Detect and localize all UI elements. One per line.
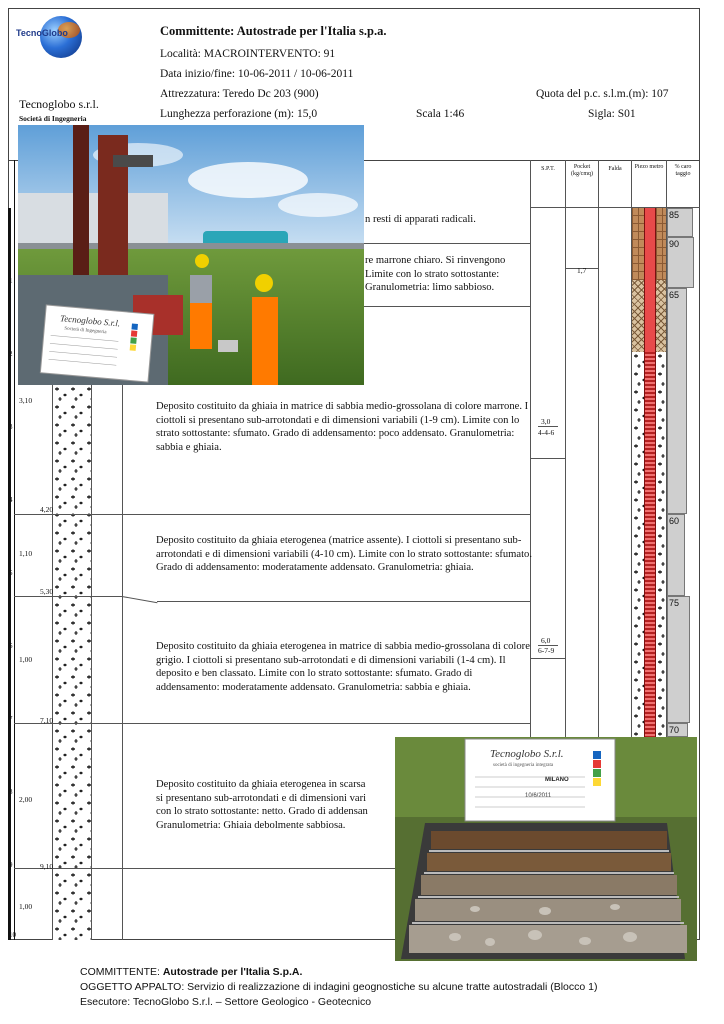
piezo-backfill-top-left xyxy=(632,208,644,280)
piezo-filter-left xyxy=(632,352,644,738)
thickness-label: 1,10 xyxy=(19,549,33,558)
piezo-blind-pipe xyxy=(644,208,656,352)
piezo-filter-right xyxy=(656,352,666,738)
carotaggio-value: 70 xyxy=(669,725,680,735)
stratum-description: Deposito costituito da ghiaia in matrice di sabbia medio-grossolana di colore marrone. I ciottoli si presentano sub-arrotondati e di dimensioni variabili (1-9 cm). Limite con lo strato sottostante: sfumato. Grado di addensamento: poco addensato. Granulometria: sabbia e ghiaia. xyxy=(156,401,529,453)
spt-blows: 6-7-9 xyxy=(538,646,555,655)
thickness-label: 1,00 xyxy=(19,902,33,911)
photo1-sign-title: Tecnoglobo S.r.l. xyxy=(59,313,121,329)
company-subtitle: Società di Ingegneria xyxy=(19,114,87,123)
spt-separator xyxy=(530,658,565,659)
ruler-label: 4 xyxy=(9,496,13,504)
depth-label: 7,10 xyxy=(40,716,54,725)
logo-text: TecnoGlobo xyxy=(16,28,68,38)
depth-label: 9,10 xyxy=(40,862,54,871)
footer-committente xyxy=(80,965,302,980)
footer-committente-value: Autostrade per l'Italia S.p.A. xyxy=(162,966,303,978)
photo2-sign-title: Tecnoglobo S.r.l. xyxy=(490,748,564,760)
photo1-sign-sub: Società di Ingegneria xyxy=(64,326,107,336)
photo2-sign-date: 10/6/2011 xyxy=(525,793,552,799)
ruler-label: 5 xyxy=(9,569,13,577)
scala: Scala 1:46 xyxy=(416,108,465,120)
stratum-description: n resti di apparati radicali. xyxy=(365,214,476,225)
stratigraphic-column-gravel xyxy=(53,385,91,940)
photo-drilling-site-image xyxy=(18,125,364,385)
thickness-label: 2,00 xyxy=(19,795,33,804)
footer-committente-label: COMMITTENTE: xyxy=(80,966,163,978)
photo2-sign-sub: società di ingegneria integrata xyxy=(493,763,554,768)
colhead-spt: S.P.T. xyxy=(541,166,555,172)
depth-ruler-line xyxy=(14,160,15,940)
colhead-piezo: Piezo metro xyxy=(634,164,664,170)
strata-separator xyxy=(14,723,530,724)
footer-esecutore: Esecutore: TecnoGlobo S.r.l. – Settore Geologico - Geotecnico xyxy=(80,996,372,1008)
lunghezza-perforazione: Lunghezza perforazione (m): 15,0 xyxy=(160,108,318,120)
committente-title: Committente: Autostrade per l'Italia s.p.a. xyxy=(160,24,387,38)
depth-label: 5,30 xyxy=(40,587,54,596)
photo-core-box-image xyxy=(395,737,697,961)
strata-separator xyxy=(364,306,530,307)
ruler-label: 6 xyxy=(9,642,13,650)
ruler-label: 9 xyxy=(9,861,13,869)
pocket-value: 1,7 xyxy=(577,266,587,275)
carotaggio-bar xyxy=(667,596,690,723)
spt-blows: 4-4-6 xyxy=(538,428,555,437)
stratum-description: Deposito costituito da ghiaia eterogenea in matrice di sabbia medio-grossolana di colore grigio. I ciottoli si presentano sub-arrotondati e di dimensioni variabili (1-4 cm). Il deposito e ben classato. Limite con lo strato sottostante: sfumato. Grado di addensamento: moderatamente addensato. Granulometria: sabbia e ghiaia. xyxy=(156,641,530,693)
ruler-label: 3 xyxy=(9,423,13,431)
attrezzatura: Attrezzatura: Teredo Dc 203 (900) xyxy=(160,88,319,100)
photo2-sign-loc: MILANO xyxy=(545,777,569,783)
stratum-description: re marrone chiaro. Si rinvengono Limite con lo strato sottostante: Granulometria: limo sabbioso. xyxy=(365,255,506,294)
strata-separator xyxy=(157,601,530,602)
colhead-pocket: Pocket (kg/cmq) xyxy=(571,164,593,177)
strata-separator xyxy=(14,596,122,597)
piezo-slotted-pipe xyxy=(644,352,656,738)
carotaggio-bar xyxy=(667,514,685,596)
photo-core-box xyxy=(395,737,697,961)
ruler-label: 2 xyxy=(9,350,13,358)
carotaggio-value: 85 xyxy=(669,210,680,220)
colhead-carotaggio: % caro taggio xyxy=(674,164,692,177)
spt-underline xyxy=(538,426,558,427)
piezo-backfill-top-right xyxy=(656,208,666,280)
data-inizio-fine: Data inizio/fine: 10-06-2011 / 10-06-2011 xyxy=(160,68,354,80)
carotaggio-value: 60 xyxy=(669,516,680,526)
ruler-label: 10 xyxy=(9,931,16,939)
strata-separator xyxy=(364,243,530,244)
ruler-label: 7 xyxy=(9,715,13,723)
footer-oggetto: OGGETTO APPALTO: Servizio di realizzazione di indagini geognostiche su alcune tratte autostradali (Blocco 1) xyxy=(80,981,598,993)
piezo-bentonite-left xyxy=(632,280,644,352)
stratum-description: Deposito costituito da ghiaia eterogenea in scarsa si presentano sub-arrotondati e di dimensioni vari con lo strato sottostante: netto. Grado di addensan Granulometria: Ghiaia debolmente sabbiosa. xyxy=(156,779,368,831)
strata-separator xyxy=(14,868,395,869)
colhead-falda: Falda xyxy=(608,166,622,172)
spt-value: 6,0 xyxy=(541,636,551,645)
carotaggio-value: 90 xyxy=(669,239,680,249)
column-right-line xyxy=(91,385,92,940)
carotaggio-bar xyxy=(667,288,687,514)
column-left-line xyxy=(52,385,53,940)
ruler-label: 1 xyxy=(9,277,13,285)
photo-drilling-site xyxy=(18,125,364,385)
desc-left-line xyxy=(122,385,123,940)
carotaggio-value: 75 xyxy=(669,598,680,608)
piezo-bentonite-right xyxy=(656,280,666,352)
spt-separator xyxy=(530,458,565,459)
sigla: Sigla: S01 xyxy=(588,108,636,120)
quota-pc: Quota del p.c. s.l.m.(m): 107 xyxy=(536,88,669,100)
stratum-description: Deposito costituito da ghiaia eterogenea (matrice assente). I ciottoli si presentano sub-arrotondati e di dimensioni variabili (4-10 cm). Limite con lo strato sottostante: sfumato. Grado di addensamento: moderatamente addensato. Granulometria: ghiaia. xyxy=(156,535,532,574)
thickness-label: 1,00 xyxy=(19,655,33,664)
spt-value: 3,0 xyxy=(541,417,551,426)
localita: Località: MACROINTERVENTO: 91 xyxy=(160,48,336,60)
depth-label: 4,20 xyxy=(40,505,54,514)
ruler-label: 8 xyxy=(9,788,13,796)
strata-separator xyxy=(14,514,530,515)
carotaggio-value: 65 xyxy=(669,290,680,300)
company-name: Tecnoglobo s.r.l. xyxy=(19,97,99,111)
depth-label: 3,10 xyxy=(19,396,33,405)
